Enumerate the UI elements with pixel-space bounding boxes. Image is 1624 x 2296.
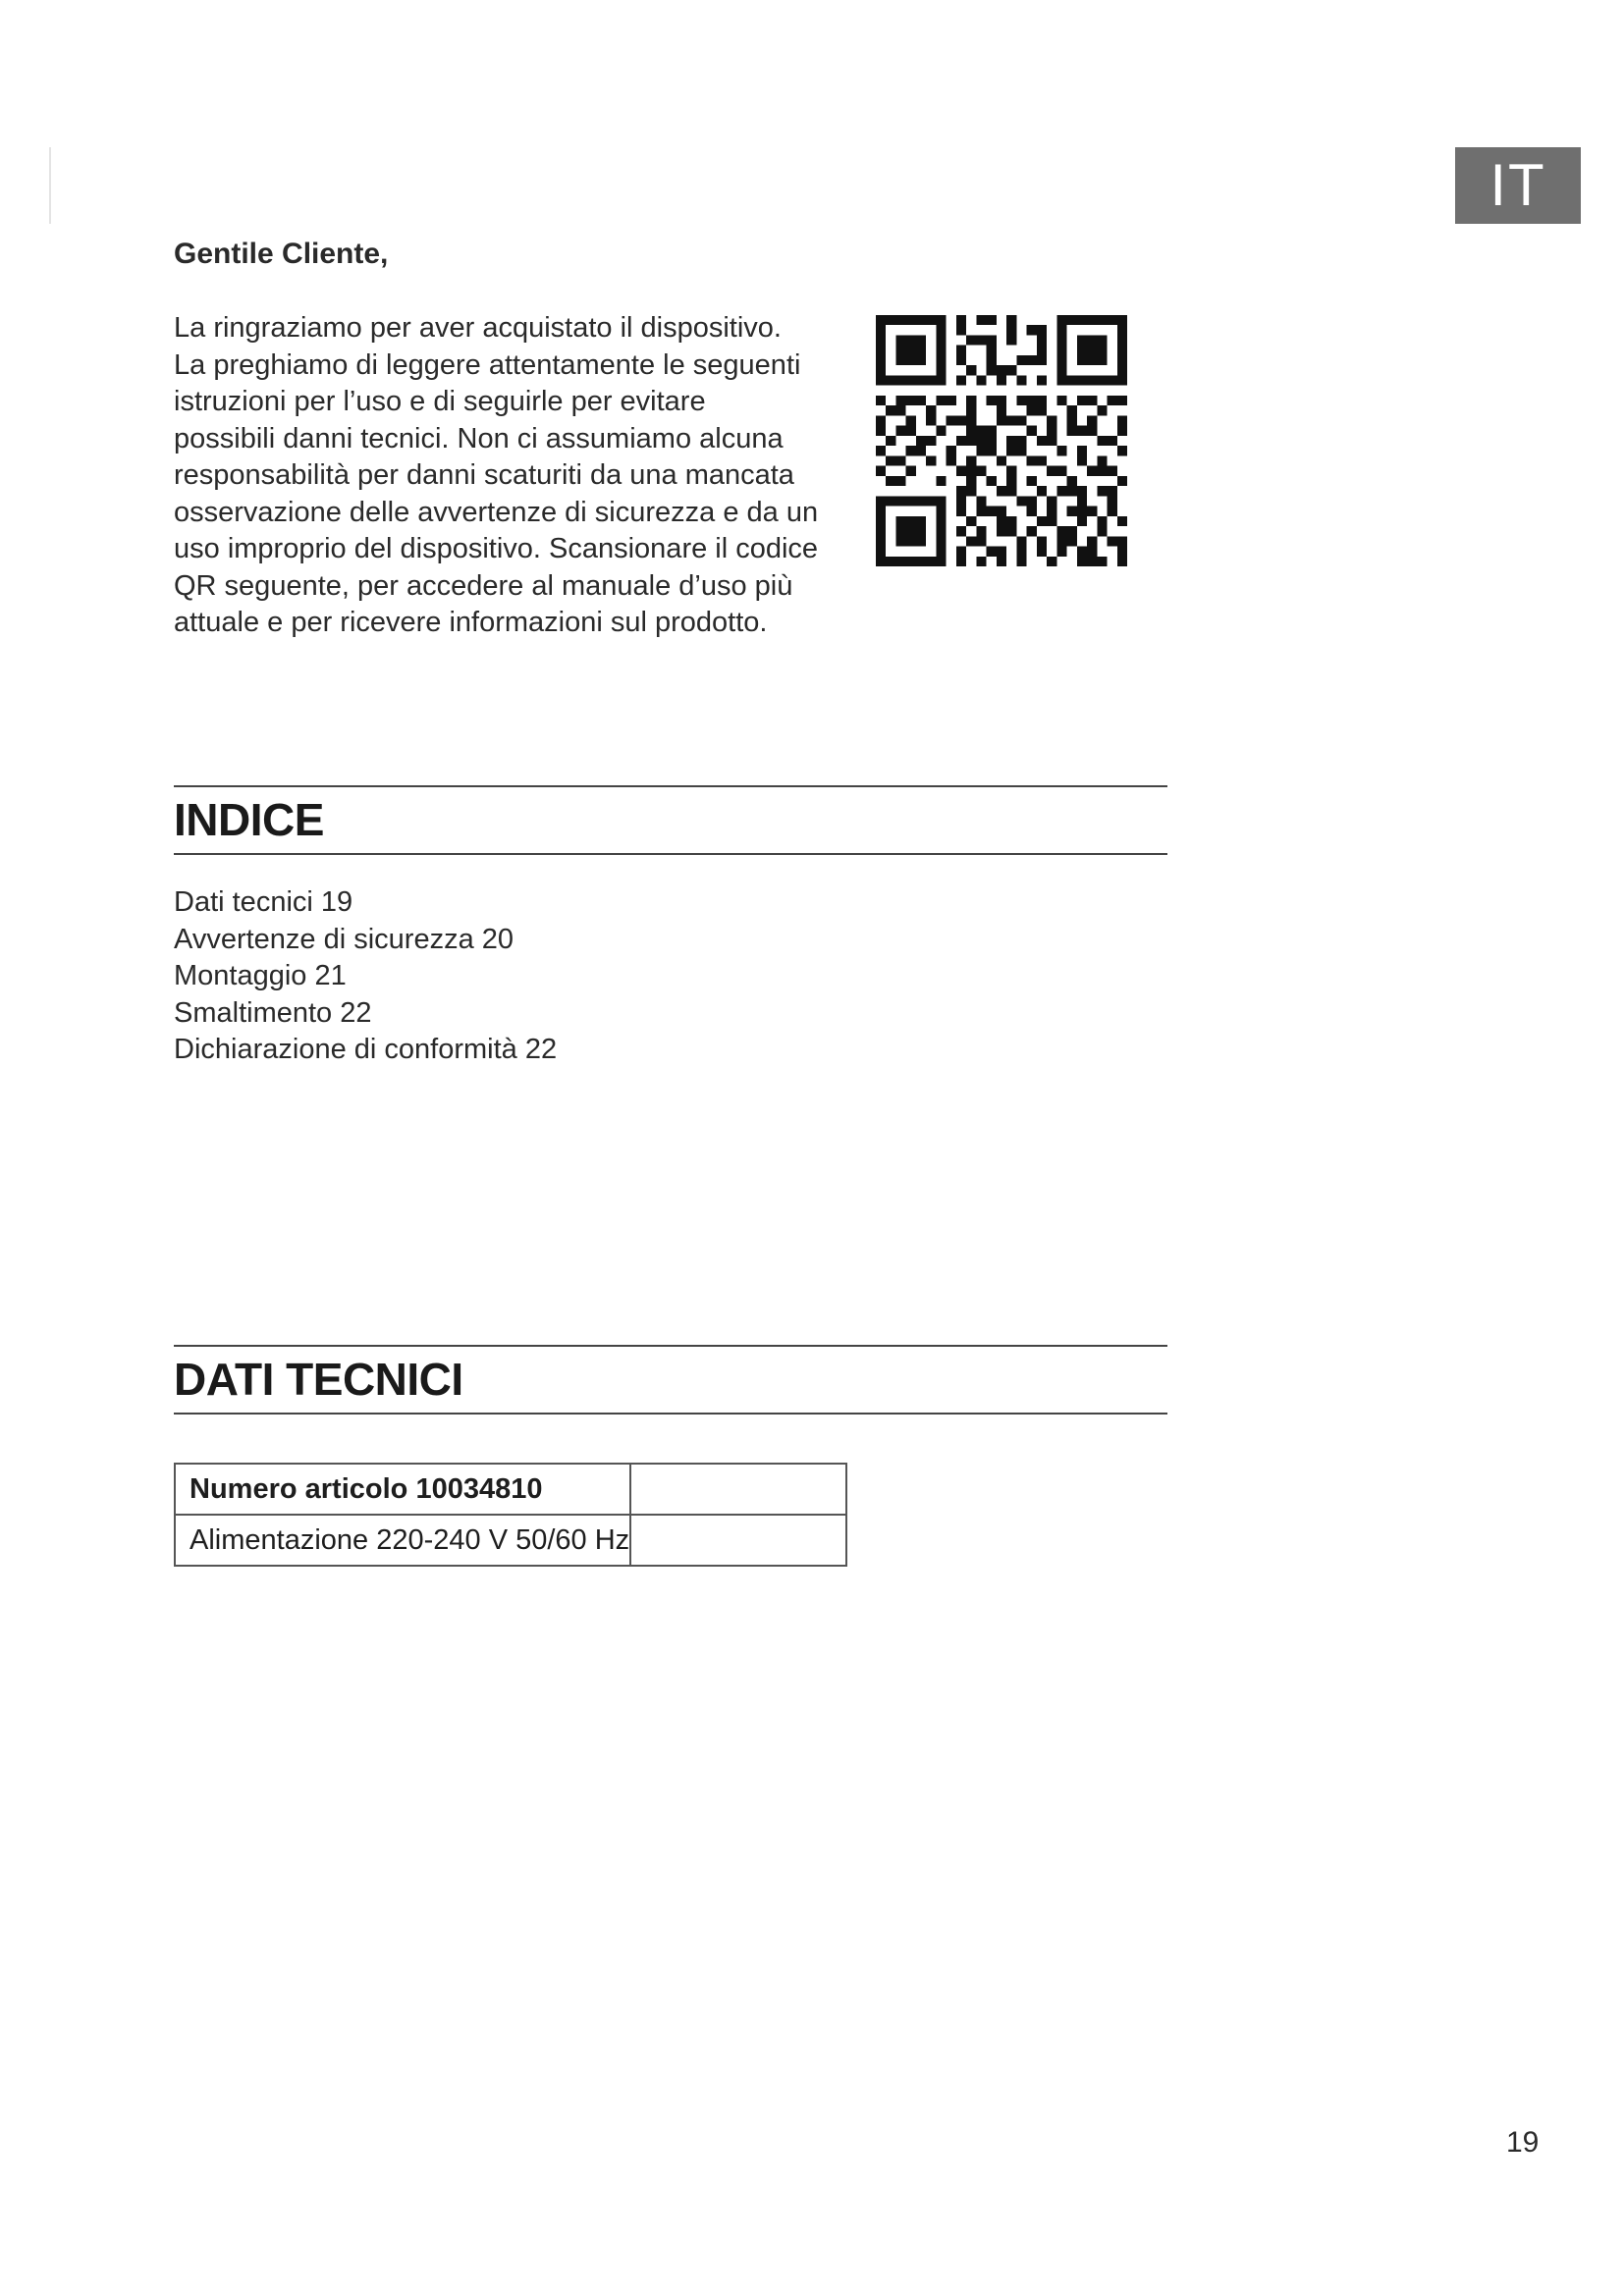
index-bottom-rule bbox=[174, 853, 1167, 855]
tech-data-top-rule bbox=[174, 1345, 1167, 1347]
salutation: Gentile Cliente, bbox=[174, 238, 389, 270]
spec-label-cell bbox=[175, 1515, 630, 1566]
qr-code-icon[interactable] bbox=[876, 312, 1127, 569]
toc-item[interactable]: Dichiarazione di conformità 22 bbox=[174, 1034, 558, 1065]
intro-line: QR seguente, per accedere al manuale d’uso più bbox=[174, 569, 793, 602]
intro-line: possibili danni tecnici. Non ci assumiamo alcuna bbox=[174, 422, 784, 454]
spec-value: 10034810 bbox=[415, 1472, 543, 1505]
index-title: INDICE bbox=[174, 794, 324, 845]
spec-value: 220-240 V 50/60 Hz bbox=[376, 1523, 630, 1556]
intro-line: attuale e per ricevere informazioni sul prodotto. bbox=[174, 607, 768, 638]
intro-line: uso improprio del dispositivo. Scansionare il codice bbox=[174, 533, 819, 564]
toc-item[interactable]: Montaggio 21 bbox=[174, 960, 347, 991]
spec-label: Numero articolo bbox=[189, 1472, 408, 1505]
intro-line: istruzioni per l’uso e di seguirle per evitare bbox=[174, 386, 706, 417]
toc-item[interactable]: Dati tecnici 19 bbox=[174, 886, 353, 918]
spec-label: Alimentazione bbox=[189, 1523, 369, 1556]
margin-rule bbox=[49, 147, 51, 224]
spec-value-cell bbox=[630, 1464, 846, 1515]
toc-item[interactable]: Avvertenze di sicurezza 20 bbox=[174, 923, 514, 955]
table-row bbox=[175, 1515, 846, 1566]
index-top-rule bbox=[174, 785, 1167, 787]
intro-line: La ringraziamo per aver acquistato il dispositivo. bbox=[174, 312, 782, 344]
intro-line: osservazione delle avvertenze di sicurezza e da un bbox=[174, 496, 819, 528]
toc-item[interactable]: Smaltimento 22 bbox=[174, 996, 372, 1029]
page-number: 19 bbox=[1506, 2126, 1540, 2159]
spec-label-cell bbox=[175, 1464, 630, 1515]
table-row bbox=[175, 1464, 846, 1515]
table-of-contents bbox=[174, 884, 557, 1069]
spec-value-cell bbox=[630, 1515, 846, 1566]
intro-line: La preghiamo di leggere attentamente le seguenti bbox=[174, 348, 801, 381]
language-tab: IT bbox=[1455, 147, 1581, 224]
intro-line: responsabilità per danni scaturiti da una mancata bbox=[174, 459, 794, 491]
tech-data-bottom-rule bbox=[174, 1413, 1167, 1415]
intro-paragraph bbox=[174, 310, 841, 642]
spec-table bbox=[174, 1463, 847, 1567]
tech-data-title: DATI TECNICI bbox=[174, 1354, 463, 1405]
